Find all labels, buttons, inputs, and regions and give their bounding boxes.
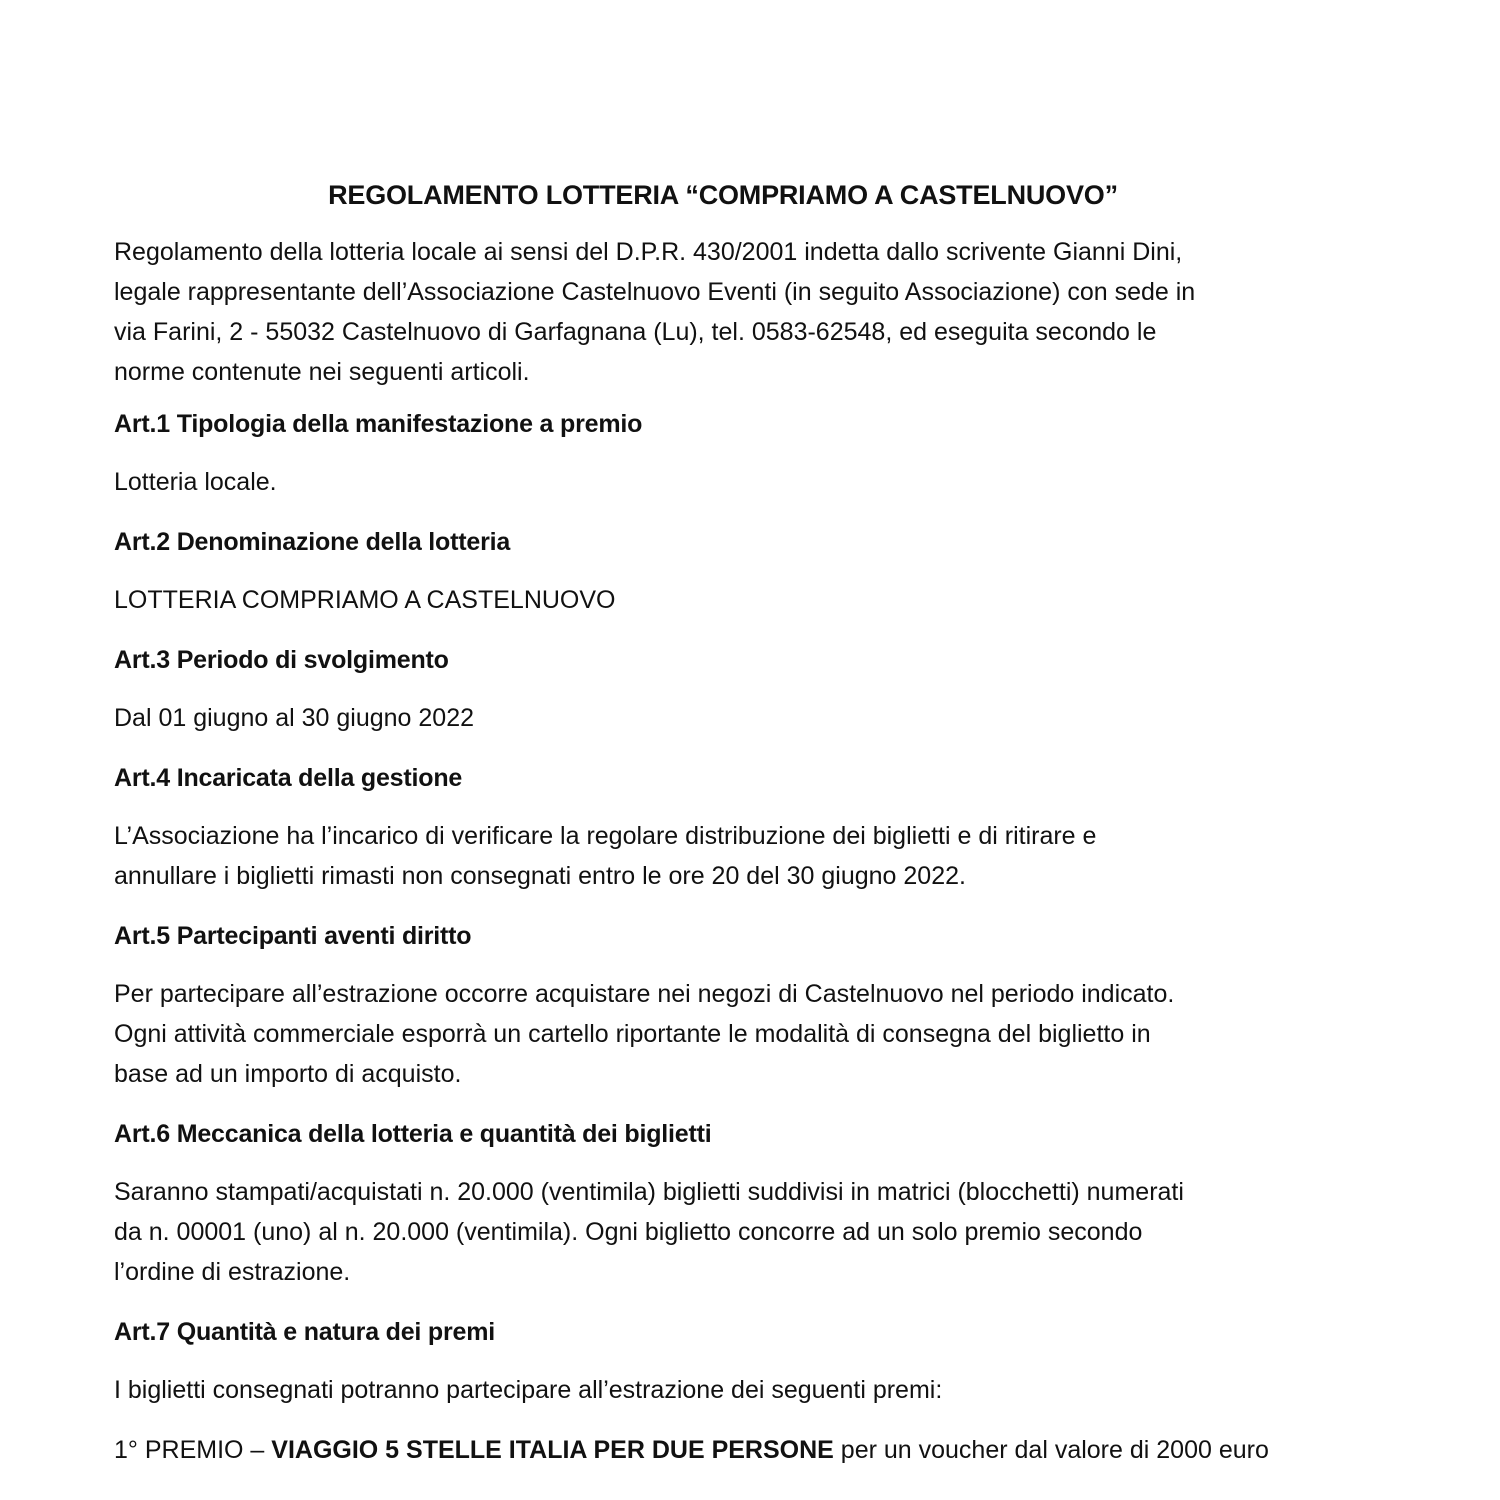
article-6 <box>114 1114 1332 1292</box>
article-line: da n. 00001 (uno) al n. 20.000 (ventimila). Ogni biglietto concorre ad un solo premio secondo <box>114 1218 1143 1246</box>
article-line: l’ordine di estrazione. <box>114 1258 351 1286</box>
article-1 <box>114 404 1332 502</box>
article-2 <box>114 522 1332 620</box>
article-4 <box>114 758 1332 896</box>
article-line: L’Associazione ha l’incarico di verificare la regolare distribuzione dei biglietti e di ritirare e <box>114 822 1097 850</box>
intro-line: Regolamento della lotteria locale ai sensi del D.P.R. 430/2001 indetta dallo scrivente Gianni Dini, <box>114 238 1183 266</box>
article-heading: Art.3 Periodo di svolgimento <box>114 646 449 674</box>
article-line: Per partecipare all’estrazione occorre acquistare nei negozi di Castelnuovo nel periodo indicato. <box>114 980 1175 1008</box>
article-heading: Art.4 Incaricata della gestione <box>114 764 463 792</box>
article-heading: Art.6 Meccanica della lotteria e quantità dei biglietti <box>114 1120 712 1148</box>
intro-line: via Farini, 2 - 55032 Castelnuovo di Garfagnana (Lu), tel. 0583-62548, ed eseguita secondo le <box>114 318 1157 346</box>
article-line: Saranno stampati/acquistati n. 20.000 (ventimila) biglietti suddivisi in matrici (blocchetti) numerati <box>114 1178 1184 1206</box>
article-line: Dal 01 giugno al 30 giugno 2022 <box>114 704 475 732</box>
article-heading: Art.7 Quantità e natura dei premi <box>114 1318 495 1346</box>
article-3 <box>114 640 1332 738</box>
article-body <box>114 462 1332 502</box>
intro-paragraph <box>114 232 1332 392</box>
article-body <box>114 816 1332 896</box>
article-line: Ogni attività commerciale esporrà un cartello riportante le modalità di consegna del biglietto in <box>114 1020 1151 1048</box>
prize-1-prefix: 1° PREMIO – <box>114 1436 272 1464</box>
document-title: REGOLAMENTO LOTTERIA “COMPRIAMO A CASTELNUOVO” <box>328 180 1118 210</box>
article-line: base ad un importo di acquisto. <box>114 1060 462 1088</box>
article-body <box>114 1370 1332 1410</box>
prize-1-suffix: per un voucher dal valore di 2000 euro <box>833 1436 1269 1464</box>
prize-1-line <box>114 1430 1332 1470</box>
article-heading: Art.2 Denominazione della lotteria <box>114 528 511 556</box>
article-line: I biglietti consegnati potranno partecipare all’estrazione dei seguenti premi: <box>114 1376 943 1404</box>
article-heading: Art.1 Tipologia della manifestazione a premio <box>114 410 643 438</box>
article-5 <box>114 916 1332 1094</box>
article-line: LOTTERIA COMPRIAMO A CASTELNUOVO <box>114 586 616 614</box>
article-body <box>114 698 1332 738</box>
article-heading: Art.5 Partecipanti aventi diritto <box>114 922 472 950</box>
intro-line: legale rappresentante dell’Associazione Castelnuovo Eventi (in seguito Associazione) con sede in <box>114 278 1196 306</box>
article-7 <box>114 1312 1332 1410</box>
intro-line: norme contenute nei seguenti articoli. <box>114 358 530 386</box>
article-line: annullare i biglietti rimasti non consegnati entro le ore 20 del 30 giugno 2022. <box>114 862 966 890</box>
document-content <box>114 172 1332 1470</box>
article-body <box>114 580 1332 620</box>
article-line: Lotteria locale. <box>114 468 277 496</box>
article-body <box>114 974 1332 1094</box>
prize-1-highlight: VIAGGIO 5 STELLE ITALIA PER DUE PERSONE <box>271 1436 834 1464</box>
article-body <box>114 1172 1332 1292</box>
